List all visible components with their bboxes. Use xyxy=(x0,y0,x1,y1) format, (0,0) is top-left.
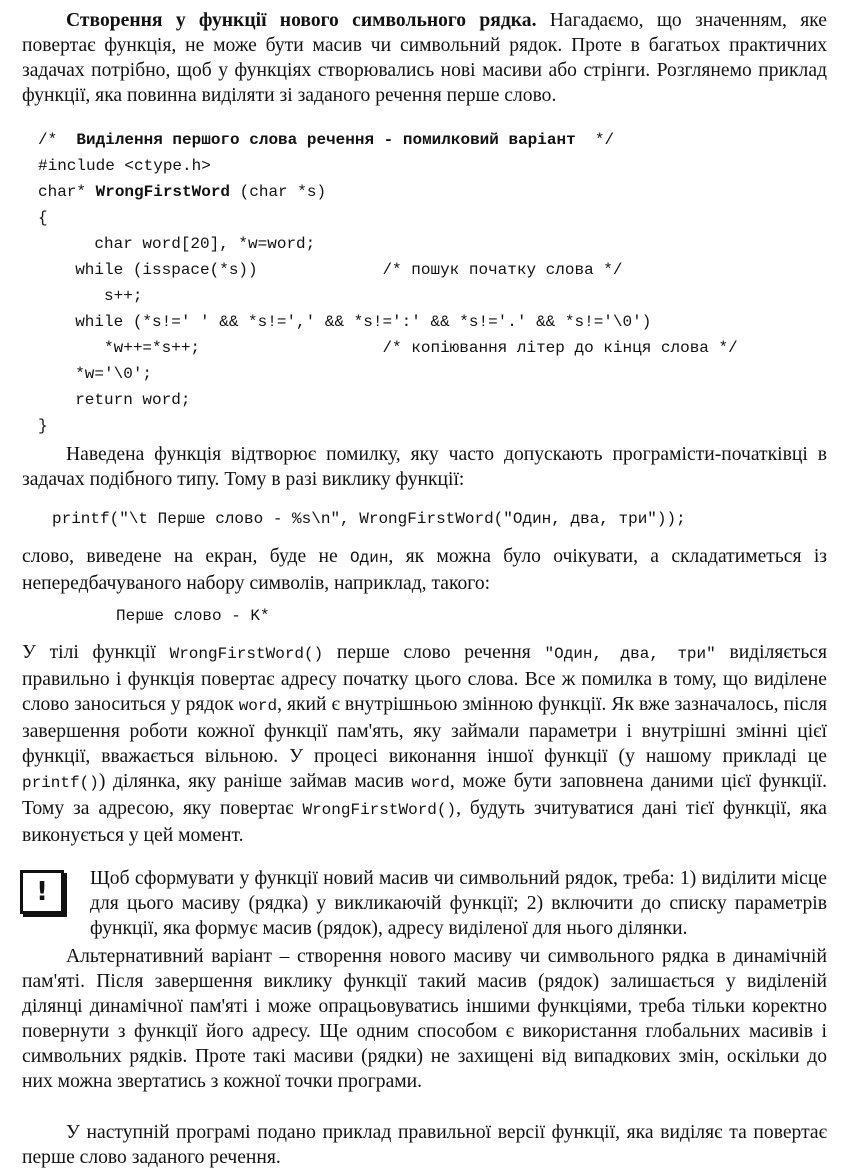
closing-paragraph: У наступній програмі подано приклад правильної версії функції, яка виділяє та повертає перше слово заданого речення. xyxy=(22,1122,827,1168)
code-line: char word[20], *w=word; xyxy=(56,235,316,253)
output-paragraph: слово, виведене на екран, буде не Один, як можна було очікувати, а складатиметься із непередбачуваного набору символів, наприклад, такого: xyxy=(22,546,828,594)
code-comment-title: Виділення першого слова речення - помилковий варіант xyxy=(76,131,576,149)
intro-paragraph xyxy=(22,8,827,108)
code-output-example: Перше слово - K* xyxy=(116,607,270,625)
code-line: *w='\0'; xyxy=(56,365,153,383)
alternative-paragraph: Альтернативний варіант – створення нового масиву чи символьного рядка в динамічній пам'яті. Після завершення виклику функції такий масив (рядок) залишається у виділеній ділянці динамічної пам'яті і може опрацьовуватись іншими функціями, треба тільки коректно повернути з функції його адресу. Ще одним способом є використання глобальних масивів і символьних рядків. Проте такі масиви (рядки) не захищені від випадкових змін, оскільки до них можна звертатись з кожної точки програми. xyxy=(22,946,827,1092)
inline-code: WrongFirstWord() xyxy=(302,801,457,819)
inline-code: printf() xyxy=(22,774,99,792)
code-function-name: WrongFirstWord xyxy=(95,183,231,201)
code-line: return word; xyxy=(56,391,191,409)
inline-code: word xyxy=(238,697,278,715)
intro-text: Нагадаємо, що значенням, яке повертає функція, не може бути масив чи символьний рядок. Проте в багатьох практичних задачах потрібно, щоб у функціях створювались нові масиви або стрінги. Розглянемо приклад функції, яка повинна виділяти зі заданого речення перше слово. xyxy=(22,10,827,106)
code-line: s++; xyxy=(56,287,143,305)
code-block-wrong-first-word xyxy=(38,130,738,436)
code-line: /* Виділення першого слова речення - помилковий варіант */ xyxy=(38,131,615,149)
code-line: *w++=*s++; /* копіювання літер до кінця слова */ xyxy=(56,339,738,357)
code-line: char* WrongFirstWord (char *s) xyxy=(38,183,327,201)
code-line: } xyxy=(38,417,48,435)
code-line: while (isspace(*s)) /* пошук початку слова */ xyxy=(56,261,623,279)
explanation-paragraph: Наведена функція відтворює помилку, яку часто допускають програмісти-початківці в задачах подібного типу. Тому в разі виклику функції: xyxy=(22,444,827,490)
code-printf-call: printf("\t Перше слово - %s\n", WrongFirstWord("Один, два, три")); xyxy=(52,510,686,528)
code-line: { xyxy=(38,209,48,227)
note-paragraph: Щоб сформувати у функції новий масив чи символьний рядок, треба: 1) виділити місце для цього масиву (рядка) у викликаючій функції; 2) включити до списку параметрів функції, яка формує масив (рядок), адресу виділеної для нього ділянки. xyxy=(90,868,827,939)
inline-code: "Один, два, три" xyxy=(544,645,716,663)
section-heading: Створення у функції нового символьного рядка. xyxy=(66,10,537,31)
code-line: #include <ctype.h> xyxy=(38,157,211,175)
inline-code: word xyxy=(411,774,450,792)
inline-code: Один xyxy=(350,549,389,567)
inline-code: WrongFirstWord() xyxy=(169,645,324,663)
analysis-paragraph: У тілі функції WrongFirstWord() перше слово речення "Один, два, три" виділяється правильно і функція повертає адресу початку цього слова. Все ж помилка в тому, що виділене слово заноситься у рядок word, який є внутрішньою змінною функції. Як вже зазначалось, після завершення роботи кожної функції пам'ять, яку займали параметри і внутрішні змінні цієї функції, вважається вільною. У процесі виконання іншої функції (у нашому прикладі це printf()) ділянка, яку раніше займав масив word, може бути заповнена даними цієї функції. Тому за адресою, яку повертає WrongFirstWord(), будуть зчитуватися дані тієї функції, яка виконується у цей момент. xyxy=(22,642,828,846)
exclamation-note-icon: ! xyxy=(20,870,64,914)
code-line: while (*s!=' ' && *s!=',' && *s!=':' && *s!='.' && *s!='\0') xyxy=(56,313,652,331)
